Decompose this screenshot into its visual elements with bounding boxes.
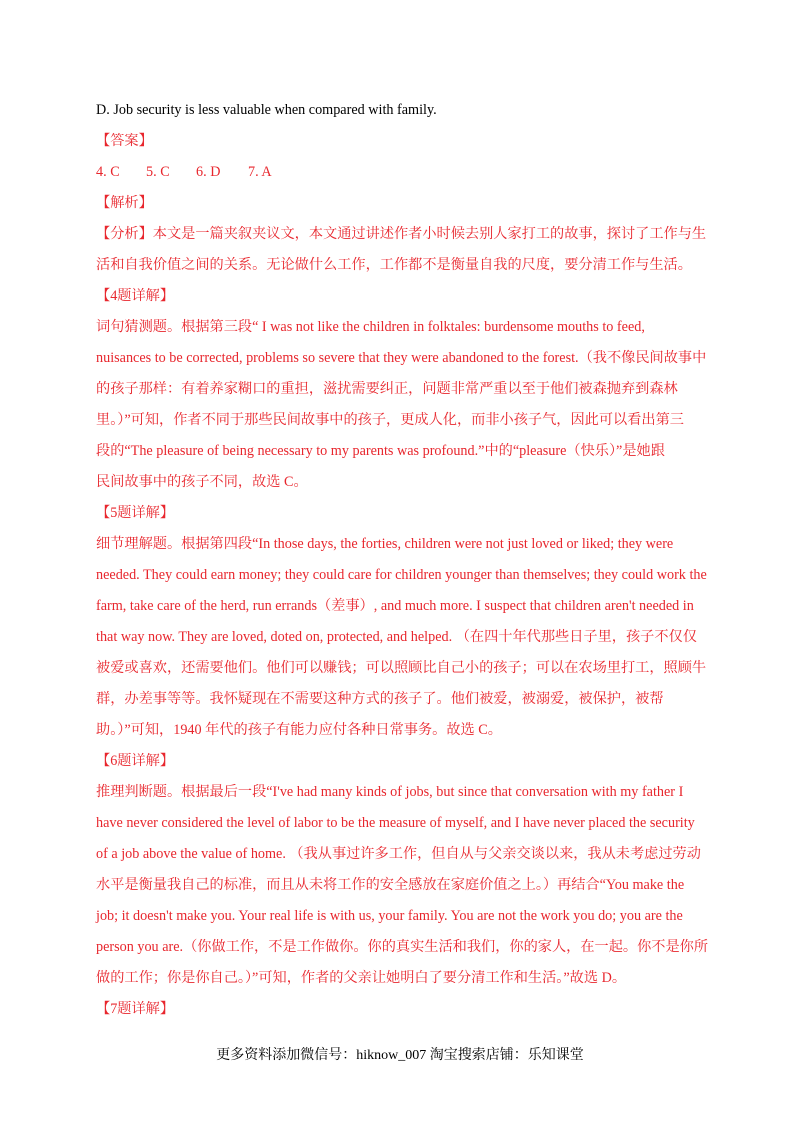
answer-6: 6. D xyxy=(196,164,221,180)
q4-heading: 【4题详解】 xyxy=(96,288,175,304)
page-footer: 更多资料添加微信号：hiknow_007 淘宝搜索店铺：乐知课堂 xyxy=(216,1048,584,1063)
answer-4: 4. C xyxy=(96,164,120,180)
q7-heading: 【7题详解】 xyxy=(96,1001,175,1017)
q6-line: job; it doesn't make you. Your real life is with us, your family. You are not the work you do; you are the xyxy=(96,908,683,924)
q5-line: farm, take care of the herd, run errands（差事）, and much more. I suspect that children aren't needed in xyxy=(96,598,694,614)
q4-line: 词句猜测题。根据第三段“ I was not like the children in folktales: burdensome mouths to feed, xyxy=(96,319,645,335)
q4-line: 的孩子那样：有着养家糊口的重担，滋扰需要纠正，问题非常严重以至于他们被森抛弃到森林 xyxy=(96,381,678,397)
q4-line: 里。）”可知，作者不同于那些民间故事中的孩子，更成人化，而非小孩子气，因此可以看出第三 xyxy=(96,412,684,428)
q5-line: needed. They could earn money; they could care for children younger than themselves; they could work the xyxy=(96,567,707,583)
q4-line: 段的“The pleasure of being necessary to my parents was profound.”中的“pleasure（快乐）”是她跟 xyxy=(96,443,665,459)
analysis-heading: 【解析】 xyxy=(96,195,153,211)
q6-line: person you are.（你做工作，不是工作做你。你的真实生活和我们，你的家人，在一起。你不是你所 xyxy=(96,939,709,955)
q4-line: nuisances to be corrected, problems so severe that they were abandoned to the forest.（我不像民间故事中 xyxy=(96,350,707,366)
q5-line: 被爱或喜欢，还需要他们。他们可以赚钱；可以照顾比自己小的孩子；可以在农场里打工，照顾牛 xyxy=(96,660,707,676)
q6-line: of a job above the value of home. （我从事过许多工作，但自从与父亲交谈以来，我从未考虑过劳动 xyxy=(96,846,701,862)
q6-line: 水平是衡量我自己的标准，而且从未将工作的安全感放在家庭价值之上。）再结合“You make the xyxy=(96,877,685,893)
q6-heading: 【6题详解】 xyxy=(96,753,175,769)
q6-line: have never considered the level of labor to be the measure of myself, and I have never placed the security xyxy=(96,815,695,831)
answer-list xyxy=(96,157,706,188)
document-body xyxy=(96,95,709,1025)
q5-line: 群，办差事等等。我怀疑现在不需要这种方式的孩子了。他们被爱，被溺爱，被保护，被帮 xyxy=(96,691,664,707)
answer-7: 7. A xyxy=(248,164,272,180)
option-d: D. Job security is less valuable when compared with family. xyxy=(96,102,437,118)
q5-heading: 【5题详解】 xyxy=(96,505,175,521)
q5-line: that way now. They are loved, doted on, protected, and helped. （在四十年代那些日子里，孩子不仅仅 xyxy=(96,629,697,645)
q5-line: 细节理解题。根据第四段“In those days, the forties, children were not just loved or liked; they were xyxy=(96,536,674,552)
analysis-line: 活和自我价值之间的关系。无论做什么工作，工作都不是衡量自我的尺度，要分清工作与生活。 xyxy=(96,257,692,273)
answer-heading: 【答案】 xyxy=(96,133,153,149)
analysis-line: 【分析】本文是一篇夹叙夹议文，本文通过讲述作者小时候去别人家打工的故事，探讨了工作与生 xyxy=(96,226,707,242)
q5-line: 助。）”可知，1940 年代的孩子有能力应付各种日常事务。故选 C。 xyxy=(96,722,502,738)
q6-line: 做的工作；你是你自己。）”可知，作者的父亲让她明白了要分清工作和生活。”故选 D。 xyxy=(96,970,627,986)
q6-line: 推理判断题。根据最后一段“I've had many kinds of jobs, but since that conversation with my father I xyxy=(96,784,684,800)
q4-line: 民间故事中的孩子不同，故选 C。 xyxy=(96,474,308,490)
answer-5: 5. C xyxy=(146,164,170,180)
